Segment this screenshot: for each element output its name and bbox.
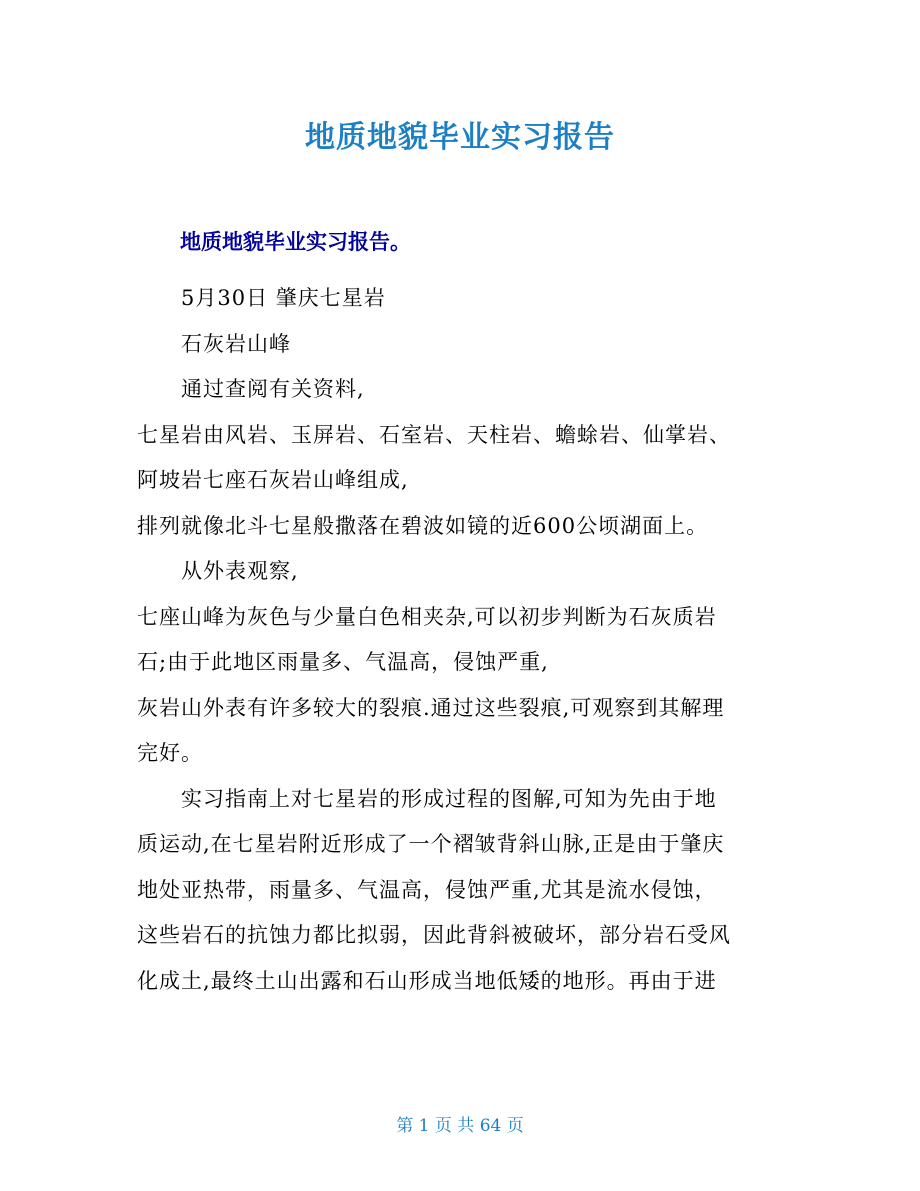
document-body xyxy=(137,276,797,1004)
body-line: 从外表观察, xyxy=(181,559,299,583)
body-line: 石灰岩山峰 xyxy=(181,331,291,356)
body-line: 七座山峰为灰色与少量白色相夹杂,可以初步判断为石灰质岩 xyxy=(137,604,717,629)
body-line: 地处亚热带，雨量多、气温高，侵蚀严重,尤其是流水侵蚀， xyxy=(137,877,717,902)
body-line: 排列就像北斗七星般撒落在碧波如镜的近600公顷湖面上。 xyxy=(137,513,709,538)
document-subtitle: 地质地貌毕业实习报告。 xyxy=(180,230,411,254)
body-line: 石;由于此地区雨量多、气温高，侵蚀严重, xyxy=(137,650,549,674)
body-line: 化成土,最终土山出露和石山形成当地低矮的地形。再由于进 xyxy=(137,968,717,993)
body-line: 实习指南上对七星岩的形成过程的图解,可知为先由于地 xyxy=(181,786,717,811)
body-line: 5月30日 肇庆七星岩 xyxy=(181,286,386,310)
body-line: 灰岩山外表有许多较大的裂痕.通过这些裂痕,可观察到其解理 xyxy=(137,695,725,720)
body-line: 完好。 xyxy=(137,741,203,765)
page-number-footer: 第 1 页 共 64 页 xyxy=(396,1116,524,1136)
body-line: 七星岩由风岩、玉屏岩、石室岩、天柱岩、蟾蜍岩、仙掌岩、 xyxy=(137,422,731,447)
body-line: 质运动,在七星岩附近形成了一个褶皱背斜山脉,正是由于肇庆 xyxy=(137,832,725,856)
body-line: 这些岩石的抗蚀力都比拟弱，因此背斜被破坏，部分岩石受风 xyxy=(137,923,731,947)
body-line: 阿坡岩七座石灰岩山峰组成, xyxy=(137,468,409,492)
document-title: 地质地貌毕业实习报告 xyxy=(305,120,615,155)
body-line: 通过查阅有关资料, xyxy=(181,377,365,401)
